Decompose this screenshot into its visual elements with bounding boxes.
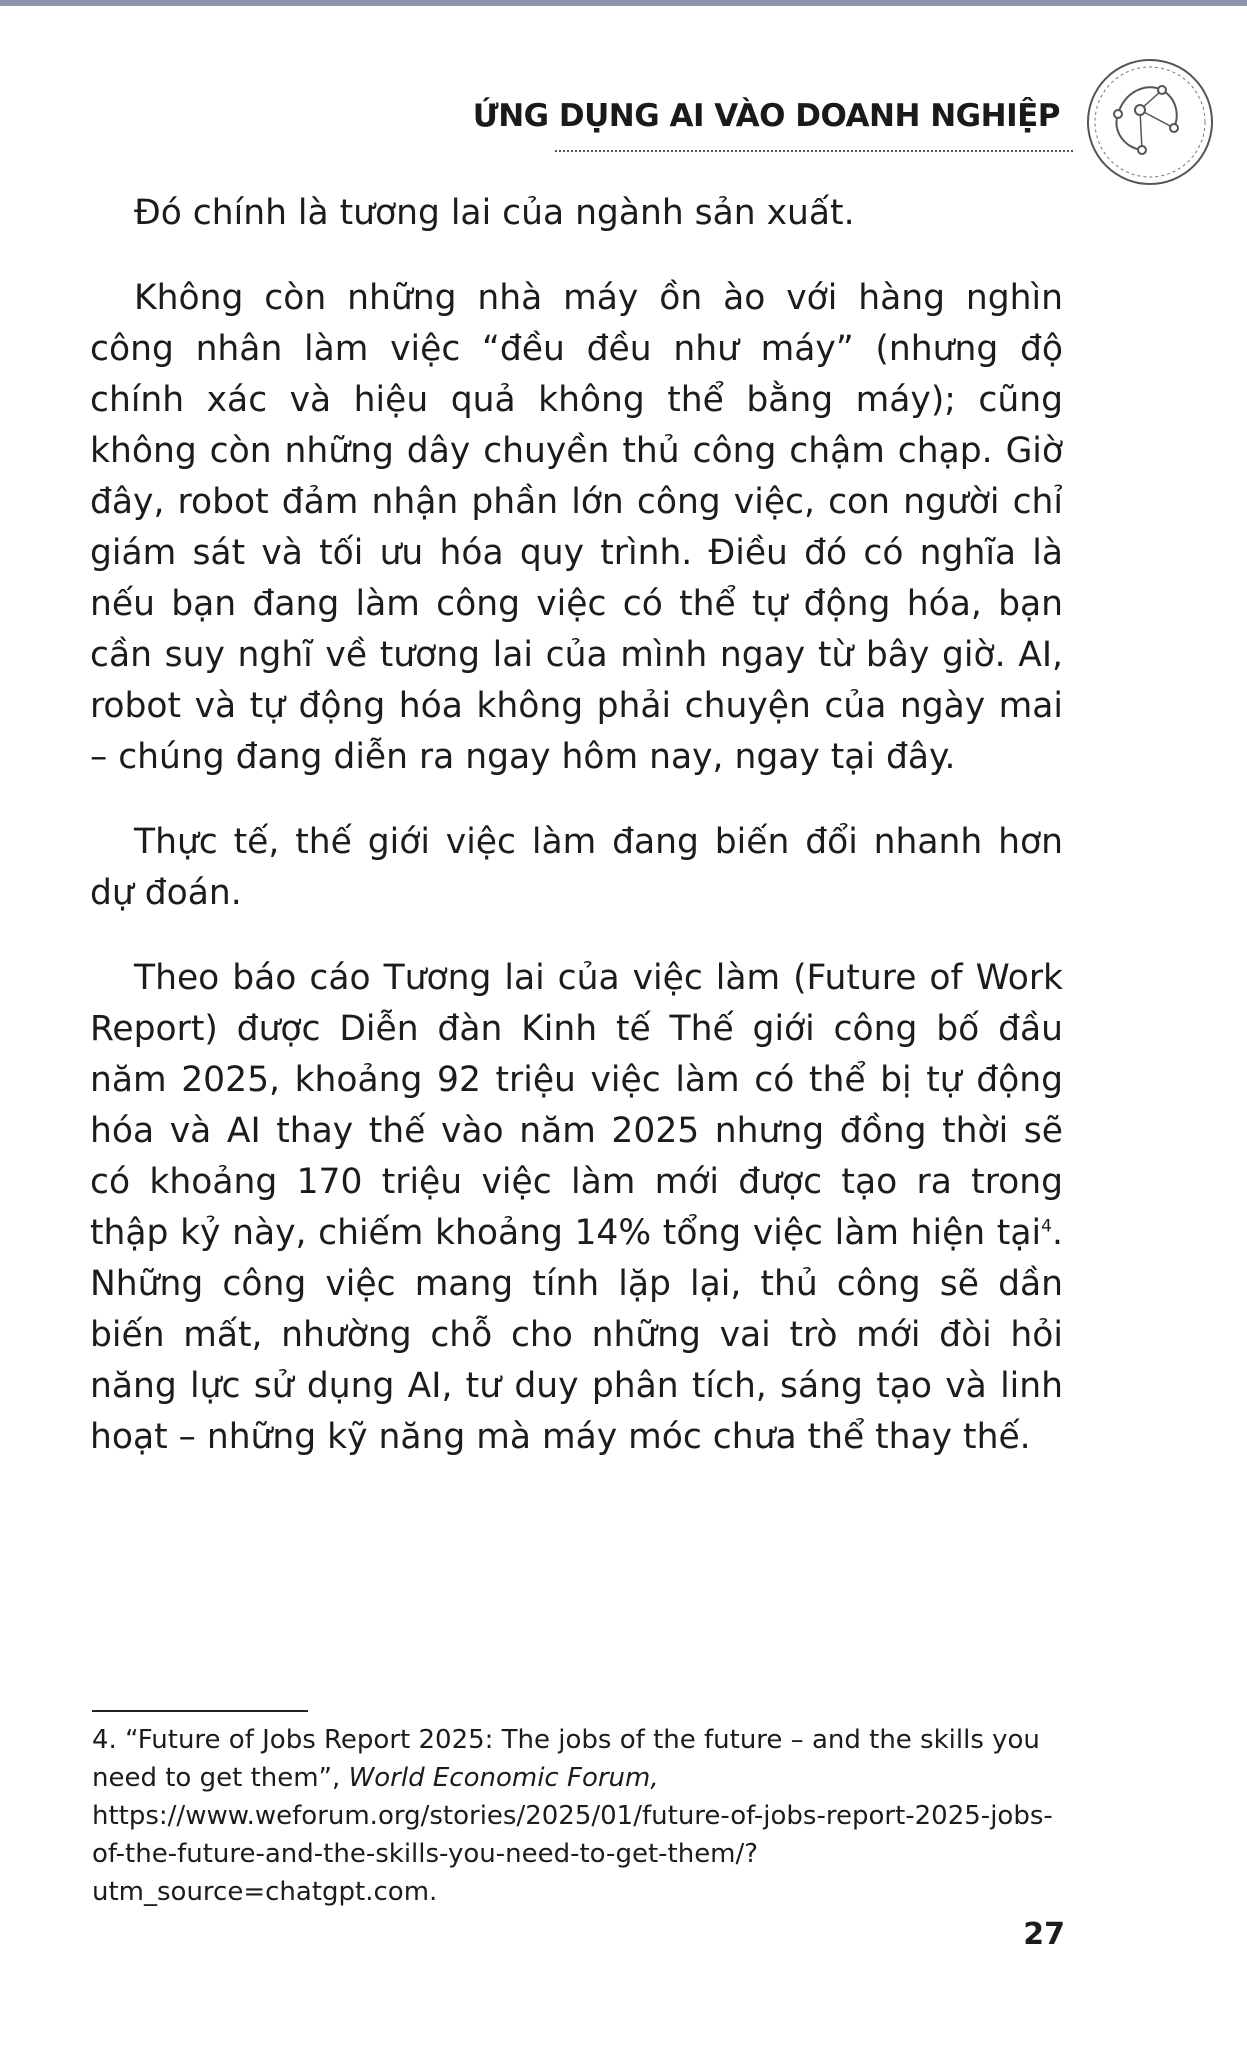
header-dotted-rule [555,150,1073,152]
paragraph-3: Thực tế, thế giới việc làm đang biến đổi nhanh hơn dự đoán. [90,822,1063,913]
body-text [90,188,1063,1497]
footnote [92,1721,1065,1911]
footnote-reference[interactable]: 4 [1041,1216,1053,1237]
ai-network-circle-icon [1080,52,1220,192]
footnote-source: World Economic Forum, [348,1763,659,1793]
running-title: ỨNG DỤNG AI VÀO DOANH NGHIỆP [472,98,1060,134]
footnote-number: 4. [92,1725,117,1755]
paragraph-4-text-continued: . Những công việc mang tính lặp lại, thủ công sẽ dần biến mất, nhường chỗ cho những vai trò mới đòi hỏi năng lực sử dụng AI, tư duy phân tích, sáng tạo và linh hoạt – những kỹ năng mà máy móc chưa thể thay thế. [90,1213,1063,1457]
paragraph-4-text: Theo báo cáo Tương lai của việc làm (Future of Work Report) được Diễn đàn Kinh tế Thế giới công bố đầu năm 2025, khoảng 92 triệu việc làm có thể bị tự động hóa và AI thay thế vào năm 2025 nhưng đồng thời sẽ có khoảng 170 triệu việc làm mới được tạo ra trong thập kỷ này, chiếm khoảng 14% tổng việc làm hiện tại [90,958,1063,1253]
paragraph-4 [90,953,1063,1463]
page-header [0,0,1247,200]
paragraph-2: Không còn những nhà máy ồn ào với hàng nghìn công nhân làm việc “đều đều như máy” (nhưng độ chính xác và hiệu quả không thể bằng máy); cũng không còn những dây chuyền thủ công chậm chạp. Giờ đây, robot đảm nhận phần lớn công việc, con người chỉ giám sát và tối ưu hóa quy trình. Điều đó có nghĩa là nếu bạn đang làm công việc có thể tự động hóa, bạn cần suy nghĩ về tương lai của mình ngay từ bây giờ. AI, robot và tự động hóa không phải chuyện của ngày mai – chúng đang diễn ra ngay hôm nay, ngay tại đây. [90,278,1063,777]
footnote-title: “Future of Jobs Report 2025: The jobs of the future – and the skills you need to get them”, [92,1725,1040,1793]
page-number: 27 [1023,1917,1065,1952]
footnote-separator [92,1710,308,1712]
footnote-url[interactable]: https://www.weforum.org/stories/2025/01/future-of-jobs-report-2025-jobs-of-the-future-and-the-skills-you-need-to-get-them/?utm_source=chatgpt.com. [92,1801,1053,1907]
paragraph-1: Đó chính là tương lai của ngành sản xuất. [134,193,855,233]
